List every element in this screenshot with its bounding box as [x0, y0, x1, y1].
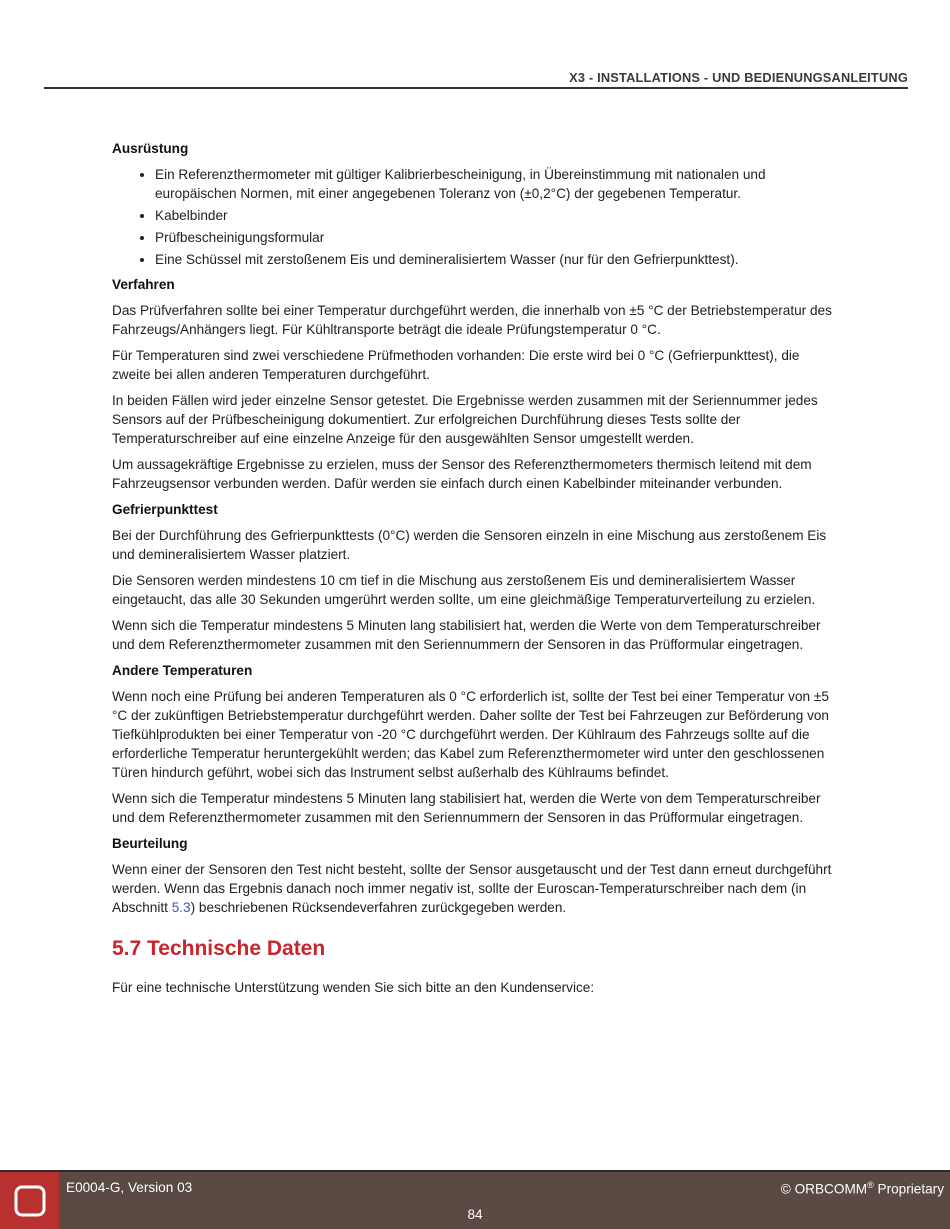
header-title: X3 - INSTALLATIONS - UND BEDIENUNGSANLEITUNG: [569, 70, 908, 85]
list-item-text: Kabelbinder: [155, 208, 228, 223]
bullet-icon: [140, 236, 144, 240]
paragraph: Wenn noch eine Prüfung bei anderen Temperaturen als 0 °C erforderlich ist, sollte der Test bei einer Temperatur von ±5 °C der zukünftigen Betriebstemperatur durchgeführt werden. Daher sollte der Test bei Fahrzeugen zur Beförderung von Tiefkühlprodukten bei einer Temperatur von -20 °C durchgeführt werden. Der Kühlraum des Fahrzeugs sollte auf die erforderliche Temperatur heruntergekühlt werden; das Kabel zum Referenzthermometer wird unter den geschlossenen Türen hindurch geführt, wobei sich das Instrument selbst außerhalb des Kühlraums befindet.: [112, 689, 829, 780]
header-divider: [44, 87, 908, 89]
assessment-heading: Beurteilung: [112, 836, 188, 851]
assessment-text-end: ) beschriebenen Rücksendeverfahren zurückgegeben werden.: [190, 900, 567, 915]
page-number: 84: [467, 1207, 483, 1222]
page-content: [112, 139, 838, 1004]
page-footer: [0, 1172, 950, 1229]
list-item: [112, 206, 838, 225]
registered-mark: ®: [867, 1180, 874, 1190]
section-heading: 5.7 Technische Daten: [112, 937, 326, 960]
list-item: [112, 250, 838, 269]
copyright-notice: [781, 1180, 944, 1197]
paragraph: Für Temperaturen sind zwei verschiedene Prüfmethoden vorhanden: Die erste wird bei 0 °C (Gefrierpunkttest), die zweite bei allen anderen Temperaturen durchgeführt.: [112, 348, 800, 382]
paragraph: Wenn sich die Temperatur mindestens 5 Minuten lang stabilisiert hat, werden die Werte von dem Temperaturschreiber und dem Referenzthermometer zusammen mit den Seriennummern der Sensoren in das Prüfformular eingetragen.: [112, 791, 821, 825]
assessment-paragraph: [112, 860, 838, 917]
bullet-icon: [140, 173, 144, 177]
freezing-point-heading: Gefrierpunkttest: [112, 502, 218, 517]
section-link[interactable]: 5.3: [171, 900, 191, 915]
list-item-text: Ein Referenzthermometer mit gültiger Kalibrierbescheinigung, in Übereinstimmung mit nationalen und europäischen Normen, mit einer angegebenen Toleranz von (±0,2°C) der gegebenen Temperatur.: [155, 167, 766, 201]
list-item-text: Eine Schüssel mit zerstoßenem Eis und demineralisiertem Wasser (nur für den Gefrierpunkttest).: [155, 252, 739, 267]
bullet-icon: [140, 214, 144, 218]
paragraph: Das Prüfverfahren sollte bei einer Temperatur durchgeführt werden, die innerhalb von ±5 °C der Betriebstemperatur des Fahrzeugs/Anhängers liegt. Für Kühltransporte beträgt die ideale Prüfungstemperatur 0 °C.: [112, 303, 832, 337]
list-item: [112, 165, 838, 203]
procedure-heading: Verfahren: [112, 277, 175, 292]
assessment-text-start: Wenn einer der Sensoren den Test nicht besteht, sollte der Sensor ausgetauscht und der Test dann erneut durchgeführt werden. Wenn das Ergebnis danach noch immer negativ ist, sollte der Euroscan-Temperaturschreiber nach dem (in Abschnitt: [112, 862, 832, 915]
paragraph: Bei der Durchführung des Gefrierpunkttests (0°C) werden die Sensoren einzeln in eine Mischung aus zerstoßenem Eis und demineralisiertem Wasser platziert.: [112, 528, 827, 562]
paragraph: Die Sensoren werden mindestens 10 cm tief in die Mischung aus zerstoßenem Eis und demineralisiertem Wasser eingetaucht, das alle 30 Sekunden umgerührt werden sollte, um eine gleichmäßige Temperaturverteilung zu erzielen.: [112, 573, 816, 607]
equipment-list: [112, 165, 838, 269]
paragraph: Um aussagekräftige Ergebnisse zu erzielen, muss der Sensor des Referenzthermometers thermisch leitend mit dem Fahrzeugsensor verbunden werden. Dafür werden sie einfach durch einen Kabelbinder miteinander verbunden.: [112, 457, 812, 491]
copyright-prefix: © ORBCOMM: [780, 1181, 868, 1197]
list-item: [112, 228, 838, 247]
bullet-icon: [140, 258, 144, 262]
other-temperatures-heading: Andere Temperaturen: [112, 663, 253, 678]
paragraph: Für eine technische Unterstützung wenden Sie sich bitte an den Kundenservice:: [112, 980, 595, 995]
list-item-text: Prüfbescheinigungsformular: [155, 230, 325, 245]
equipment-heading: Ausrüstung: [112, 141, 189, 156]
paragraph: In beiden Fällen wird jeder einzelne Sensor getestet. Die Ergebnisse werden zusammen mit der Seriennummer jedes Sensors auf der Prüfbescheinigung dokumentiert. Zur erfolgreichen Durchführung dieses Tests sollte der Temperaturschreiber auf eine einzelne Anzeige für den ausgewählten Sensor umgestellt werden.: [112, 393, 818, 446]
paragraph: Wenn sich die Temperatur mindestens 5 Minuten lang stabilisiert hat, werden die Werte von dem Temperaturschreiber und dem Referenzthermometer zusammen mit den Seriennummern der Sensoren in das Prüfformular eingetragen.: [112, 618, 821, 652]
copyright-suffix: Proprietary: [873, 1181, 944, 1197]
document-version: E0004-G, Version 03: [66, 1180, 193, 1195]
